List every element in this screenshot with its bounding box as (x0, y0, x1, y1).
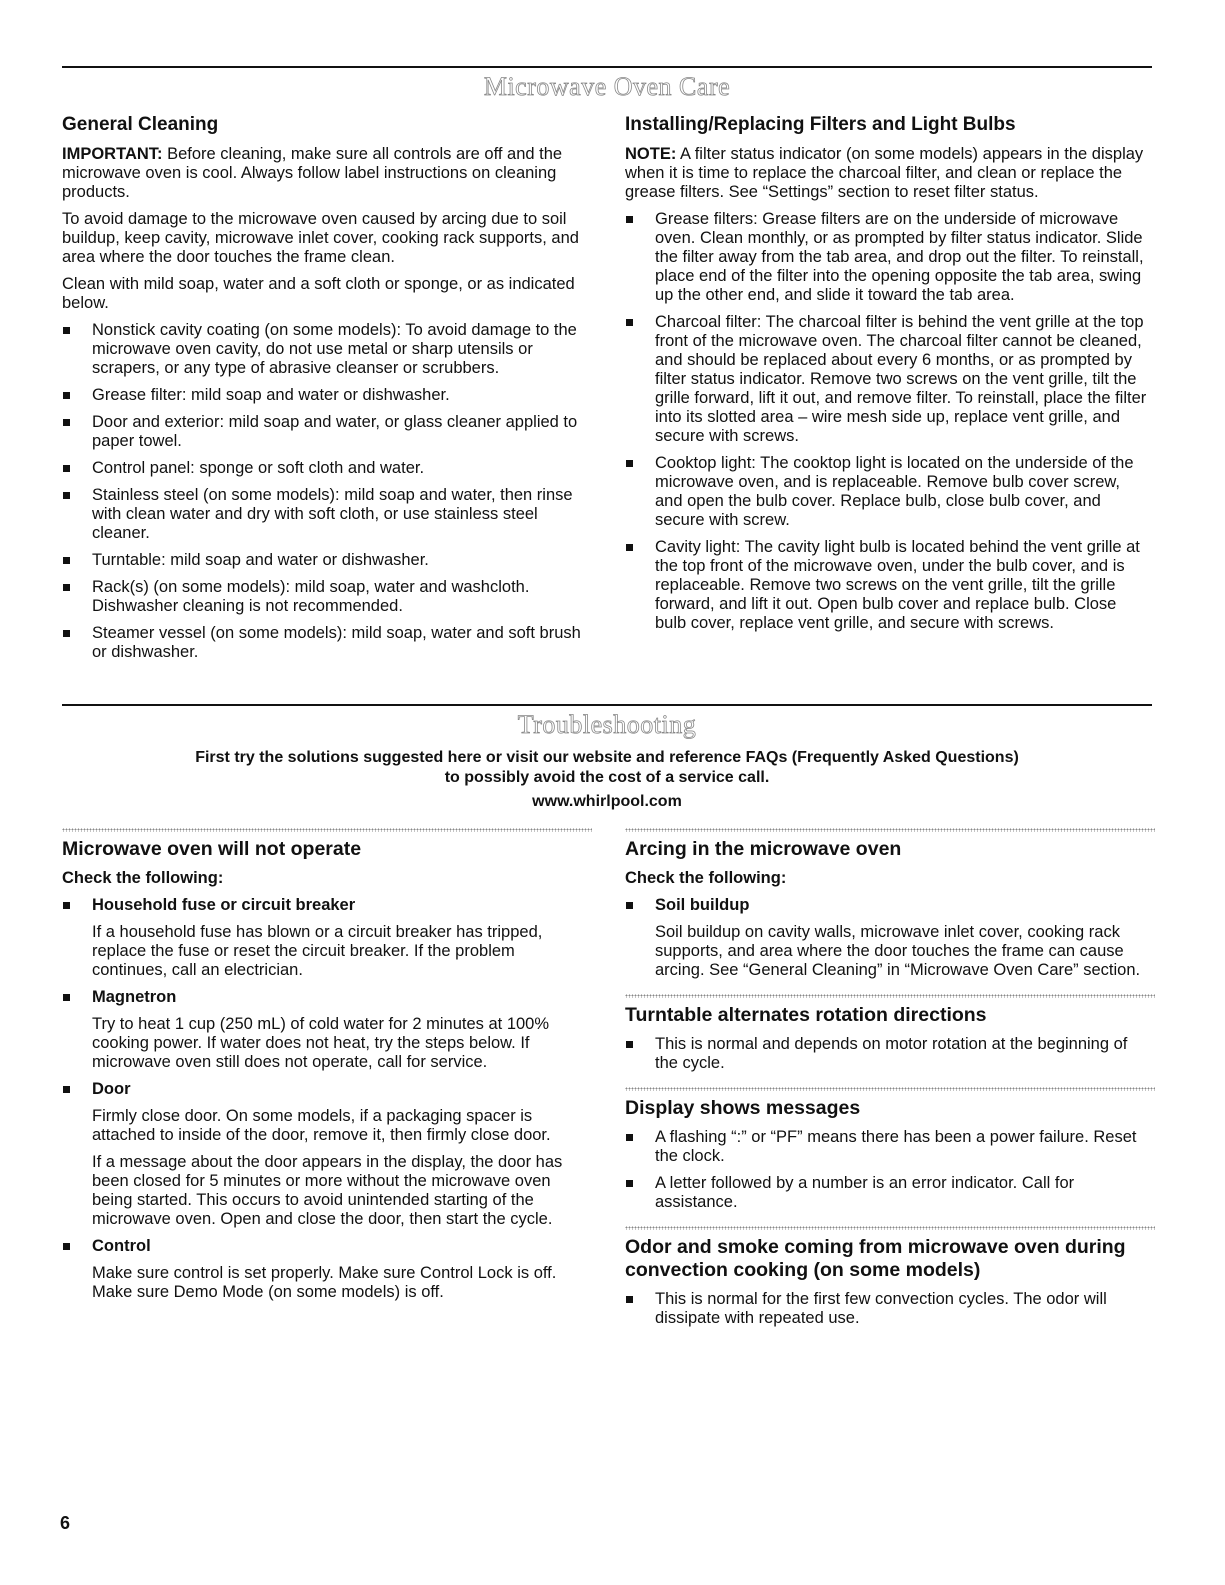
list-item (62, 896, 587, 980)
intro-line-2: to possibly avoid the cost of a service call. (444, 769, 770, 786)
list-item: A flashing “:” or “PF” means there has been a power failure. Reset the clock. (625, 1128, 1150, 1166)
intro-line-1: First try the solutions suggested here or visit our website and reference FAQs (Frequently Asked Questions) (195, 749, 1019, 766)
turntable-list (625, 1035, 1150, 1073)
list-item: Charcoal filter: The charcoal filter is behind the vent grille at the top front of the microwave oven. The charcoal filter cannot be cleaned, and should be replaced about every 6 months, or as prompted by filter status indicator. Remove two screws on the vent grille, tilt the grille forward, lift it out, and remove filter. To reinstall, place the filter into its slotted area – wire mesh side up, replace vent grille, and secure with screws. (625, 313, 1150, 446)
list-item: Cavity light: The cavity light bulb is located behind the vent grille at the top front of the microwave oven, under the bulb cover, and is replaceable. Remove two screws on the vent grille, tilt the grille forward, and lift it out. Open bulb cover and replace bulb. Close bulb cover, replace vent grille, and secure with screws. (625, 538, 1150, 633)
filters-column (625, 114, 1150, 641)
magnetron-text: Try to heat 1 cup (250 mL) of cold water for 2 minutes at 100% cooking power. If water does not heat, try the steps below. If microwave oven still does not operate, call for service. (92, 1015, 550, 1071)
mild-soap-paragraph: Clean with mild soap, water and a soft cloth or sponge, or as indicated below. (62, 275, 575, 312)
troubleshooting-top-rule (62, 704, 1152, 706)
right-troubleshooting-column (625, 828, 1150, 1342)
list-item: Stainless steel (on some models): mild soap and water, then rinse with clean water and dry with soft cloth, or use stainless steel cleaner. (62, 486, 587, 543)
check-following-label: Check the following: (62, 869, 224, 887)
arcing-heading: Arcing in the microwave oven (625, 838, 902, 860)
care-top-rule (62, 66, 1152, 68)
list-item: Grease filter: mild soap and water or dishwasher. (62, 386, 587, 405)
arcing-list (625, 896, 1150, 980)
dotted-divider (625, 828, 1155, 832)
note-label: NOTE: (625, 145, 677, 163)
not-operate-column (62, 828, 587, 1310)
check-following-label: Check the following: (625, 869, 787, 887)
list-item: Steamer vessel (on some models): mild soap, water and soft brush or dishwasher. (62, 624, 587, 662)
filters-list (625, 210, 1150, 633)
display-list (625, 1128, 1150, 1212)
general-cleaning-heading: General Cleaning (62, 114, 219, 135)
odor-block (625, 1226, 1150, 1328)
important-paragraph (62, 145, 587, 202)
list-item (62, 988, 587, 1072)
important-label: IMPORTANT: (62, 145, 163, 163)
door-text-1: Firmly close door. On some models, if a packaging spacer is attached to inside of the door, remove it, then firmly close door. (92, 1107, 551, 1144)
list-item: This is normal for the first few convection cycles. The odor will dissipate with repeated use. (625, 1290, 1150, 1328)
cleaning-list (62, 321, 587, 662)
control-text: Make sure control is set properly. Make sure Control Lock is off. Make sure Demo Mode (on some models) is off. (92, 1264, 557, 1301)
list-item: Door and exterior: mild soap and water, or glass cleaner applied to paper towel. (62, 413, 587, 451)
turntable-heading: Turntable alternates rotation directions (625, 1004, 987, 1026)
filters-heading: Installing/Replacing Filters and Light Bulbs (625, 114, 1016, 135)
note-paragraph (625, 145, 1150, 202)
note-text: A filter status indicator (on some models) appears in the display when it is time to replace the charcoal filter, and clean or replace the grease filters. See “Settings” section to reset filter status. (625, 145, 1144, 201)
list-item (62, 1237, 587, 1302)
list-item: Grease filters: Grease filters are on the underside of microwave oven. Clean monthly, or as prompted by filter status indicator. Slide the filter away from the tab area, and drop out the filter. To reinstall, place end of the filter into the opening opposite the tab area, swing up the other end, and slide it toward the tab area. (625, 210, 1150, 305)
fuse-title: Household fuse or circuit breaker (92, 896, 356, 914)
page-number: 6 (60, 1513, 71, 1533)
door-text-2: If a message about the door appears in the display, the door has been closed for 5 minutes or more without the microwave oven being started. This occurs to avoid unintended starting of the microwave oven. Open and close the door, then start the cycle. (92, 1153, 563, 1228)
dotted-divider (625, 1226, 1155, 1230)
list-item: Turntable: mild soap and water or dishwasher. (62, 551, 587, 570)
list-item: Nonstick cavity coating (on some models): To avoid damage to the microwave oven cavity, do not use metal or sharp utensils or scrapers, or any type of abrasive cleanser or scrubbers. (62, 321, 587, 378)
dotted-divider (625, 1087, 1155, 1091)
list-item (625, 896, 1150, 980)
care-section-title: Microwave Oven Care (483, 72, 731, 101)
list-item: Rack(s) (on some models): mild soap, water and washcloth. Dishwasher cleaning is not recommended. (62, 578, 587, 616)
list-item (62, 1080, 587, 1229)
general-cleaning-column (62, 114, 587, 670)
magnetron-title: Magnetron (92, 988, 177, 1006)
list-item: This is normal and depends on motor rotation at the beginning of the cycle. (625, 1035, 1150, 1073)
list-item: Control panel: sponge or soft cloth and water. (62, 459, 587, 478)
important-text: Before cleaning, make sure all controls are off and the microwave oven is cool. Always follow label instructions on cleaning products. (62, 145, 563, 201)
soil-title: Soil buildup (655, 896, 750, 914)
soil-text: Soil buildup on cavity walls, microwave inlet cover, cooking rack supports, and area where the door touches the frame can cause arcing. See “General Cleaning” in “Microwave Oven Care” section. (655, 923, 1141, 979)
door-title: Door (92, 1080, 131, 1098)
troubleshooting-intro (62, 748, 1152, 812)
arcing-block (625, 828, 1150, 980)
arcing-avoid-paragraph: To avoid damage to the microwave oven caused by arcing due to soil buildup, keep cavity, microwave inlet cover, cooking rack supports, and area where the door touches the frame clean. (62, 210, 579, 266)
control-title: Control (92, 1237, 151, 1255)
dotted-divider (625, 994, 1155, 998)
website-link[interactable]: www.whirlpool.com (532, 793, 682, 810)
not-operate-list (62, 896, 587, 1302)
not-operate-heading: Microwave oven will not operate (62, 838, 362, 860)
dotted-divider (62, 828, 592, 832)
list-item: A letter followed by a number is an error indicator. Call for assistance. (625, 1174, 1150, 1212)
display-block (625, 1087, 1150, 1212)
odor-heading: Odor and smoke coming from microwave oven during convection cooking (on some models) (625, 1236, 1126, 1281)
display-heading: Display shows messages (625, 1097, 861, 1119)
odor-list (625, 1290, 1150, 1328)
list-item: Cooktop light: The cooktop light is located on the underside of the microwave oven, and is replaceable. Remove bulb cover screw, and open the bulb cover. Replace bulb, close bulb cover, and secure with screw. (625, 454, 1150, 530)
troubleshooting-section-title: Troubleshooting (517, 710, 697, 739)
fuse-text: If a household fuse has blown or a circuit breaker has tripped, replace the fuse or reset the circuit breaker. If the problem continues, call an electrician. (92, 923, 543, 979)
turntable-block (625, 994, 1150, 1073)
